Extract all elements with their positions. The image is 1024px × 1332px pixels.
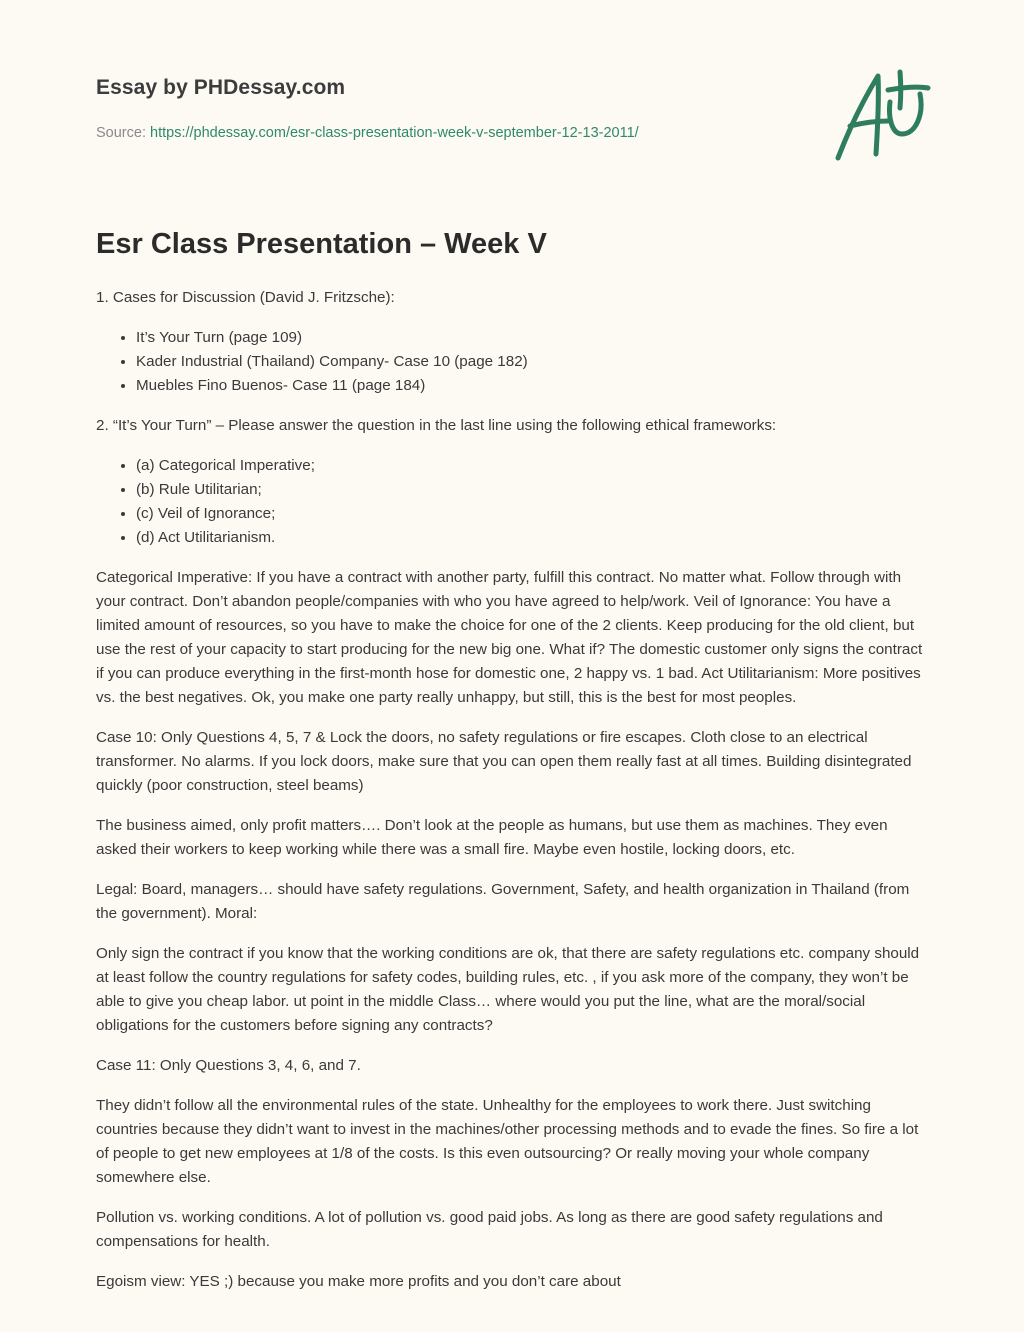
paragraph: Case 11: Only Questions 3, 4, 6, and 7.: [96, 1057, 361, 1074]
paragraph: Pollution vs. working conditions. A lot of pollution vs. good paid jobs. As long as there are good safety regulations and compensations for health.: [96, 1209, 883, 1250]
paragraph: Case 10: Only Questions 4, 5, 7 & Lock the doors, no safety regulations or fire escapes. Cloth close to an electrical transformer. No alarms. If you lock doors, make sure that you can open them really fast at all times. Building disintegrated quickly (poor construction, steel beams): [96, 729, 912, 794]
cases-list: [96, 326, 928, 398]
frameworks-list: [96, 454, 928, 550]
list-item: • Muebles Fino Buenos- Case 11 (page 184): [136, 374, 928, 398]
paragraph: Legal: Board, managers… should have safety regulations. Government, Safety, and health organization in Thailand (from the government). Moral:: [96, 881, 910, 922]
list-item: • It’s Your Turn (page 109): [136, 326, 928, 350]
a-plus-logo-icon: [828, 66, 932, 166]
list-item: • (b) Rule Utilitarian;: [136, 478, 928, 502]
source-label: Source:: [96, 125, 146, 141]
essay-body: [96, 286, 928, 1294]
paragraph: Egoism view: YES ;) because you make more profits and you don’t care about: [96, 1273, 621, 1290]
paragraph: They didn’t follow all the environmental rules of the state. Unhealthy for the employees to work there. Just switching countries because they didn’t want to invest in the machines/other processing methods and to evade the fines. So fire a lot of people to get new employees at 1/8 of the costs. Is this even outsourcing? Or really moving your whole company somewhere else.: [96, 1097, 919, 1186]
paragraph: 1. Cases for Discussion (David J. Fritzsche):: [96, 289, 395, 306]
brand-title: Essay by PHDessay.com: [96, 76, 346, 99]
list-item: • (a) Categorical Imperative;: [136, 454, 928, 478]
paragraph: The business aimed, only profit matters…. Don’t look at the people as humans, but use them as machines. They even asked their workers to keep working while there was a small fire. Maybe even hostile, locking doors, etc.: [96, 817, 888, 858]
paragraph: 2. “It’s Your Turn” – Please answer the question in the last line using the following ethical frameworks:: [96, 417, 777, 434]
paragraph: Only sign the contract if you know that the working conditions are ok, that there are safety regulations etc. company should at least follow the country regulations for safety codes, building rules, etc. , if you ask more of the company, they won’t be able to give you cheap labor. ut point in the middle Class… where would you put the line, what are the moral/social obligations for the customers before signing any contracts?: [96, 945, 920, 1034]
page-header: [96, 0, 928, 200]
list-item: • Kader Industrial (Thailand) Company- Case 10 (page 182): [136, 350, 928, 374]
source-link[interactable]: https://phdessay.com/esr-class-presentation-week-v-september-12-13-2011/: [150, 125, 639, 141]
source-line: [96, 125, 639, 141]
list-item: • (d) Act Utilitarianism.: [136, 526, 928, 550]
paragraph: Categorical Imperative: If you have a contract with another party, fulfill this contract. No matter what. Follow through with your contract. Don’t abandon people/companies with who you have agreed to help/work. Veil of Ignorance: You have a limited amount of resources, so you have to make the choice for one of the 2 clients. Keep producing for the old client, but use the rest of your capacity to start producing for the new big one. What if? The domestic customer only signs the contract if you can produce everything in the first-month hose for domestic one, 2 happy vs. 1 bad. Act Utilitarianism: More positives vs. the best negatives. Ok, you make one party really unhappy, but still, this is the best for most peoples.: [96, 569, 923, 706]
essay-title: Esr Class Presentation – Week V: [96, 228, 547, 260]
list-item: • (c) Veil of Ignorance;: [136, 502, 928, 526]
